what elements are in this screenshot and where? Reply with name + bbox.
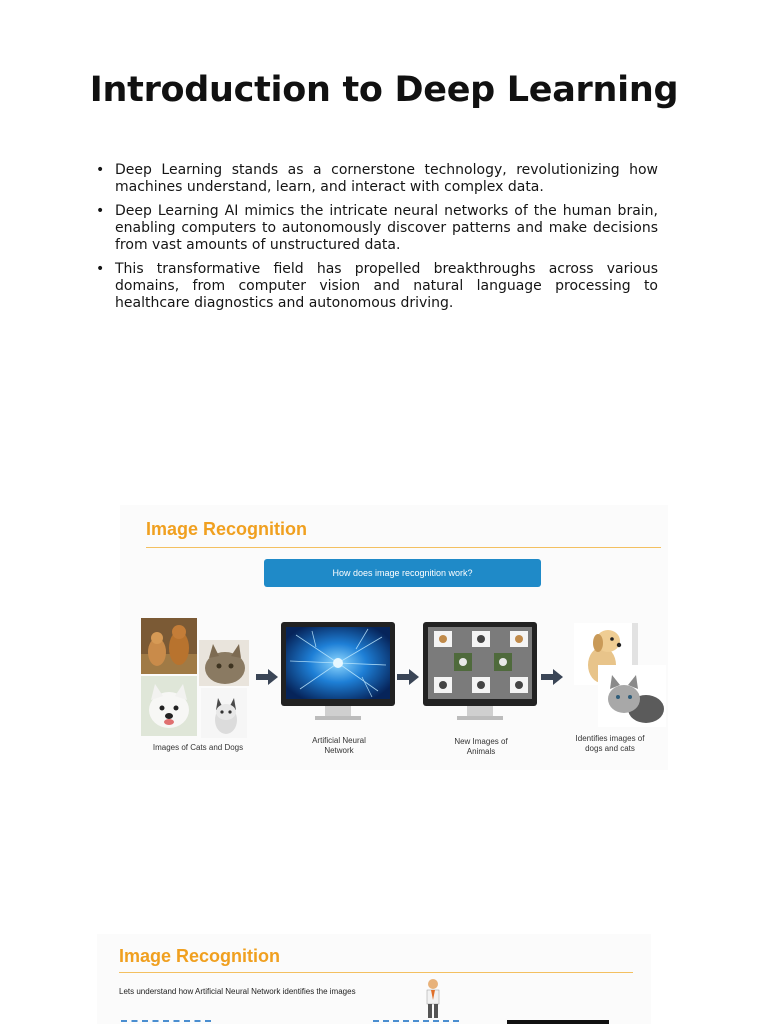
new-images-monitor [423, 622, 537, 722]
neural-network-icon [286, 627, 390, 699]
dogs-photo [141, 618, 197, 674]
bullet-item: • Deep Learning stands as a cornerstone technology, revolutionizing how machines understand, learn, and interact with complex data. [96, 162, 658, 196]
page-title: Introduction to Deep Learning [89, 70, 679, 110]
animal-thumbnails-grid [428, 627, 532, 699]
figure-title: Image Recognition [119, 946, 281, 966]
question-banner: How does image recognition work? [264, 559, 541, 587]
image-recognition-figure [120, 505, 668, 770]
diagram-element [373, 1020, 459, 1026]
diagram-element [507, 1020, 609, 1024]
cats-dogs-photo-collage [141, 618, 249, 738]
cat-photo [199, 640, 249, 686]
figure-divider [146, 547, 661, 548]
figure-subtitle: Lets understand how Artificial Neural Network identifies the images [119, 987, 356, 996]
diagram-element [121, 1020, 211, 1026]
step-caption: Artificial Neural Network [312, 736, 366, 755]
figure-title: Image Recognition [146, 519, 308, 539]
bullet-list [96, 162, 658, 319]
step-caption: Images of Cats and Dogs [152, 743, 244, 752]
arrow-right-icon [256, 669, 278, 685]
kitten-photo [201, 688, 247, 738]
presenter-figure-icon [422, 978, 444, 1020]
identified-cat-photo [598, 665, 666, 727]
step-caption: Identifies images of dogs and cats [575, 734, 645, 753]
neural-network-monitor [281, 622, 395, 722]
bullet-item: • Deep Learning AI mimics the intricate neural networks of the human brain, enabling computers to autonomously discover patterns and make decisions from vast amounts of unstructured data. [96, 203, 658, 254]
bullet-item: • This transformative field has propelled breakthroughs across various domains, from computer vision and natural language processing to healthcare diagnostics and autonomous driving. [96, 261, 658, 312]
image-recognition-figure-2 [97, 934, 651, 1024]
white-dog-photo [141, 676, 197, 736]
arrow-right-icon [541, 669, 563, 685]
figure-divider [119, 972, 633, 973]
arrow-right-icon [397, 669, 419, 685]
step-caption: New Images of Animals [454, 737, 508, 756]
